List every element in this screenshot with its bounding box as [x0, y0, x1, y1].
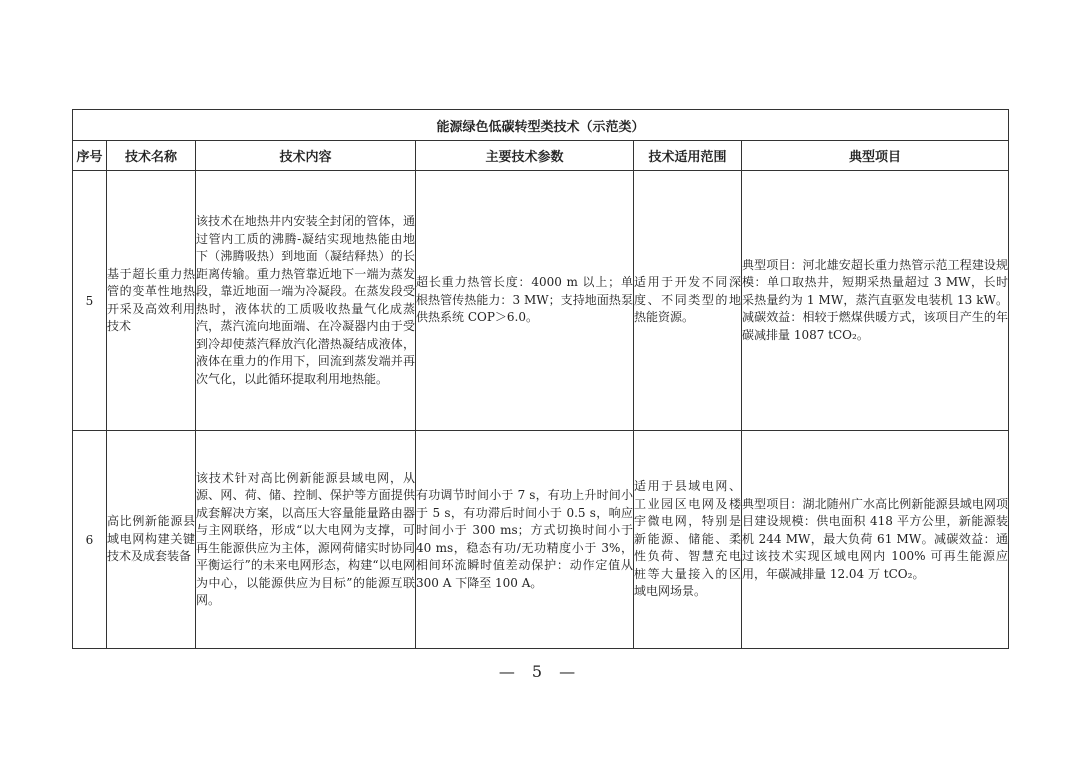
tech-table	[72, 109, 1009, 649]
header-project: 典型项目	[742, 141, 1009, 171]
row-tech-params: 超长重力热管长度：4000 m 以上；单根热管传热能力：3 MW；支持地面热泵供热系统 COP＞6.0。	[416, 171, 634, 431]
table-title: 能源绿色低碳转型类技术（示范类）	[73, 110, 1009, 141]
page-number: — 5 —	[498, 662, 582, 681]
row-tech-scope: 适用于开发不同深度、不同类型的地热能资源。	[634, 171, 742, 431]
row-tech-scope: 适用于县域电网、工业园区电网及楼宇微电网，特别是新能源、储能、柔性负荷、智慧充电桩等大量接入的区域电网场景。	[634, 431, 742, 649]
row-tech-name: 高比例新能源县域电网构建关键技术及成套装备	[107, 431, 196, 649]
row-tech-params: 有功调节时间小于 7 s，有功上升时间小于 5 s，有功滞后时间小于 0.5 s，响应时间小于 300 ms；方式切换时间小于 40 ms，稳态有功/无功精度小于 3%，相间环流瞬时值差动保护：动作定值从 300 A 下降至 100 A。	[416, 431, 634, 649]
row-tech-name: 基于超长重力热管的变革性地热开采及高效利用技术	[107, 171, 196, 431]
header-no: 序号	[73, 141, 107, 171]
row-typical-project: 典型项目：河北雄安超长重力热管示范工程建设规模：单口取热井，短期采热量超过 3 MW，长时采热量约为 1 MW，蒸汽直驱发电装机 13 kW。减碳效益：相较于燃煤供暖方式，该项目产生的年碳减排量 1087 tCO₂。	[742, 171, 1009, 431]
table-row	[73, 171, 1009, 431]
table-title-row	[73, 110, 1009, 141]
header-params: 主要技术参数	[416, 141, 634, 171]
header-scope: 技术适用范围	[634, 141, 742, 171]
row-tech-content: 该技术在地热井内安装全封闭的管体，通过管内工质的沸腾-凝结实现地热能由地下（沸腾吸热）到地面（凝结释热）的长距离传输。重力热管靠近地下一端为蒸发段，靠近地面一端为冷凝段。在蒸发段受热时，液体状的工质吸收热量气化成蒸汽，蒸汽流向地面端、在冷凝器内由于受到冷却使蒸汽释放汽化潜热凝结成液体，液体在重力的作用下，回流到蒸发端并再次气化，以此循环提取利用地热能。	[196, 171, 416, 431]
row-no: 5	[73, 171, 107, 431]
row-typical-project: 典型项目：湖北随州广水高比例新能源县域电网项目建设规模：供电面积 418 平方公里，新能源装机 244 MW，最大负荷 61 MW。减碳效益：通过该技术实现区域电网内 100% 可再生能源应用，年碳减排量 12.04 万 tCO₂。	[742, 431, 1009, 649]
row-tech-content: 该技术针对高比例新能源县域电网，从源、网、荷、储、控制、保护等方面提供成套解决方案，以高压大容量能量路由器与主网联络，形成“以大电网为支撑，可再生能源供应为主体，源网荷储实时协同平衡运行”的未来电网形态，构建“以电网为中心，以能源供应为目标”的能源互联网。	[196, 431, 416, 649]
table-header-row	[73, 141, 1009, 171]
header-content: 技术内容	[196, 141, 416, 171]
row-no: 6	[73, 431, 107, 649]
header-name: 技术名称	[107, 141, 196, 171]
table-row	[73, 431, 1009, 649]
